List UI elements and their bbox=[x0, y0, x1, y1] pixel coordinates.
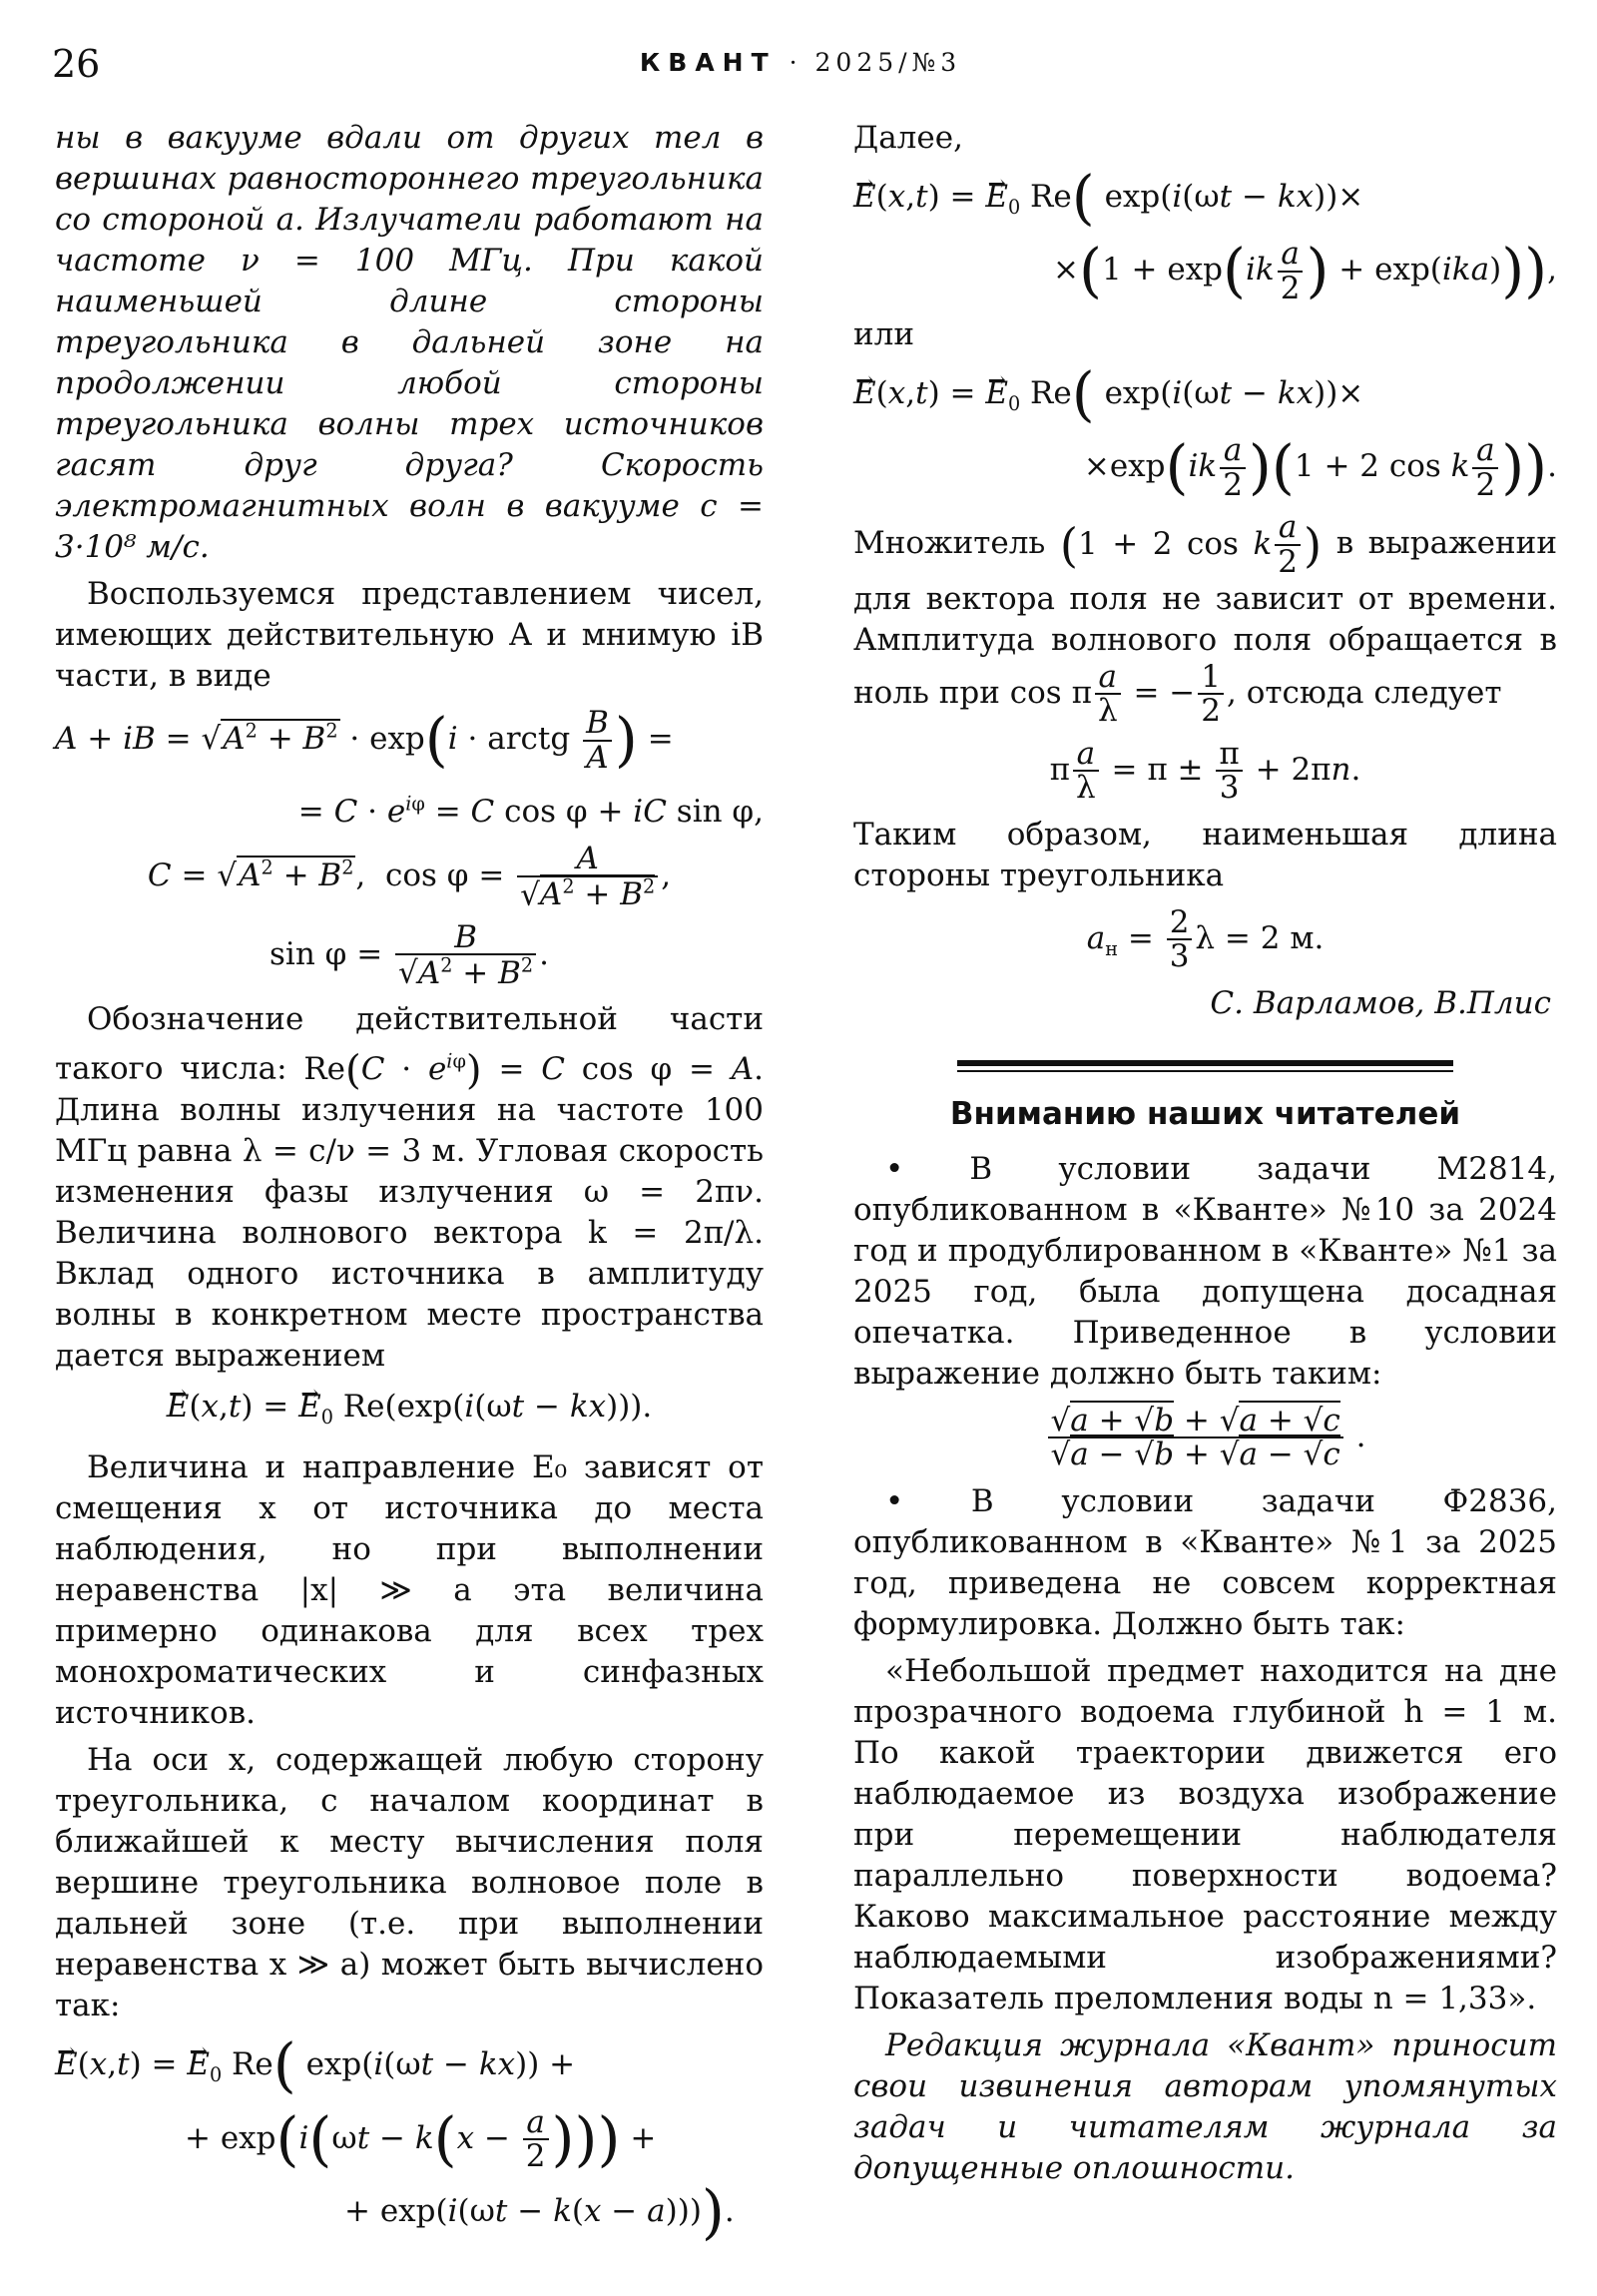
editorial-apology: Редакция журнала «Квант» приносит свои извинения авторам упомянутых задач и читателям журнала за допущенные оплошности. bbox=[853, 2026, 1557, 2186]
paragraph: Таким образом, наименьшая длина стороны треугольника bbox=[853, 816, 1557, 893]
paragraph: Обозначение действительной части такого числа: $Re(C \cdot e^{i\varphi}) = C$ cos φ = A. Длина волны излучения на частоте 100 МГц равна λ = c/ν = 3 м. Угловая скорость изменения фазы излучения ω = 2πν. Величина волнового вектора k = 2π/λ. Вклад одного источника в амплитуду волны в конкретном месте пространства дается выражением bbox=[55, 1001, 765, 1375]
divider-thin bbox=[957, 1070, 1453, 1072]
notice-item: • В условии задачи М2814, опубликованном в «Кванте» №10 за 2024 год и продублированном в «Кванте» №1 за 2025 год, была допущена досадная опечатка. Приведенное в условии выражение должно быть таким: bbox=[853, 1150, 1557, 1392]
equation-answer: $a_н$ = $\frac{2}{3}$ λ = 2 м. bbox=[1086, 903, 1325, 975]
paragraph: На оси x, содержащей любую сторону треугольника, с началом координат в ближайшей к месту вычисления поля вершине треугольника волновое поле в дальней зоне (т.е. при выполнении неравенства x ≫ a) может быть вычислено так: bbox=[55, 1742, 764, 2024]
equation-cos-line1: → E(x,t) = → $E_0$ Re( exp(i(ωt − kx))× bbox=[853, 365, 1557, 424]
paragraph-text: отсюда следует bbox=[1246, 674, 1502, 711]
paragraph-text: Обозначение действительной части такого числа: bbox=[55, 1001, 764, 1087]
magazine-name: КВАНТ bbox=[639, 48, 777, 77]
equation-sine: sin φ = $\frac{B}{√A^2 + B^2}$ . bbox=[269, 918, 549, 991]
problem-statement: ны в вакууме вдали от других тел в вершинах равностороннего треугольника со стороной a. Излучатели работают на частоте ν = 100 МГц. При какой наименьшей длине стороны треугольника в дальней зоне на продолжении любой стороны треугольника волны трех источников гасят друг друга? Скорость электромагнитных волн в вакууме c = 3·10⁸ м/с. bbox=[55, 120, 764, 565]
equation-complex-form: A + iB = $√A^2 + B^2 \cdot \exp(i$ · arctg $\frac{B}{A}$ ) = bbox=[55, 705, 674, 776]
author-signature: С. Варламов, В.Плис bbox=[1210, 984, 1551, 1021]
right-column bbox=[853, 118, 1557, 2195]
notice-item: • В условии задачи Ф2836, опубликованном в «Кванте» №1 за 2025 год, приведена не совсем корректная формулировка. Должно быть так: bbox=[853, 1482, 1557, 1642]
equation-amplitude: $C = √A^2 + B^2$, cos φ = $\frac{A}{√A^2 + B^2}$ , bbox=[147, 841, 672, 913]
equation-euler: = $C \cdot e^{i\varphi} = C$ cos φ + iC sin φ, bbox=[297, 793, 764, 831]
paragraph: Воспользуемся представлением чисел, имеющих действительную A и мнимую iB части, в виде bbox=[55, 576, 764, 694]
issue-label: · 2025/№3 bbox=[789, 48, 962, 77]
left-column bbox=[55, 118, 764, 2252]
paragraph: Далее, bbox=[853, 120, 963, 156]
divider-thick bbox=[957, 1060, 1453, 1066]
paragraph: или bbox=[853, 316, 915, 353]
running-head bbox=[52, 48, 1549, 77]
page-header bbox=[52, 42, 1549, 92]
page-number: 26 bbox=[52, 42, 101, 86]
equation-sum-line1: → E(x,t) = → $E_0$ Re( exp(i(ωt − kx)) + bbox=[55, 2036, 764, 2095]
equation-single-source: → E(x,t) = → $E_0$ Re(exp(i(ωt − kx))). bbox=[55, 1387, 764, 1437]
equation-factored-line1: → E(x,t) = → $E_0$ Re( exp(i(ωt − kx))× bbox=[853, 169, 1557, 228]
notice-title: Вниманию наших читателей bbox=[949, 1095, 1461, 1132]
paragraph-text: Множитель bbox=[853, 525, 1046, 562]
equation-sum-line2: + exp(i(ωt − k(x − $\frac{a}{2}$ ))) + bbox=[185, 2103, 657, 2175]
paragraph-text: Длина волны излучения на частоте 100 МГц равна λ = c/ν = 3 м. Угловая скорость изменения фазы излучения ω = 2πν. Величина волнового вектора k = 2π/λ. Вклад одного источника в амплитуду волны в конкретном месте пространства дается выражением bbox=[55, 1092, 764, 1375]
equation-sum-line3: + exp(i(ωt − k(x − a)))). bbox=[344, 2176, 735, 2246]
paragraph: Величина и направление E₀ зависят от смещения x от источника до места наблюдения, но при выполнении неравенства |x| ≫ a эта величина примерно одинакова для всех трех монохроматических и синфазных источников. bbox=[55, 1449, 764, 1732]
equation-factored-line2: ×(1 + exp(ik $\frac{a}{2}$ ) + exp(ika))), bbox=[1052, 236, 1557, 306]
paragraph: Множитель (1 + 2 cos k $\frac{a}{2}$ ) в выражении для вектора поля не зависит от времени. Амплитуда волнового поля обращается в ноль при cos π $\frac{a}{\lambda}$ = − $\frac{1}{2}$ , отсюда следует bbox=[853, 509, 1557, 730]
equation-phase-condition: π $\frac{a}{\lambda}$ = π ± $\frac{\pi}{3}$ + 2πn. bbox=[1049, 735, 1361, 807]
equation-cos-line2: ×exp(ik $\frac{a}{2}$ )(1 + 2 cos k $\frac{a}{2}$ )). bbox=[1083, 432, 1557, 503]
notice-quote: «Небольшой предмет находится на дне прозрачного водоема глубиной h = 1 м. По какой траектории движется его наблюдаемое из воздуха изображение при перемещении наблюдателя параллельно поверхности водоема? Каково максимальное расстояние между наблюдаемыми изображениями? Показатель преломления воды n = 1,33». bbox=[853, 1652, 1557, 2016]
equation-corrected-expression: $\frac{√a + √b + √a + √c}{√a - √b + √a - √c}$ . bbox=[853, 1405, 1557, 1471]
paragraph-text: в выражении для вектора поля не зависит от времени. Амплитуда волнового поля обращается в ноль при bbox=[853, 525, 1557, 711]
